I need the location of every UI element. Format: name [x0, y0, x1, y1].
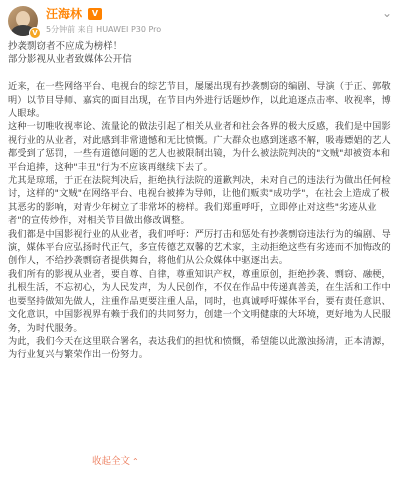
post-content	[8, 40, 394, 362]
verified-icon: V	[29, 27, 41, 39]
paragraph: 这种一切唯收视率论、流量论的做法引起了相关从业者和社会各界的极大反感，我们是中国影视行业的从业者，对此感到非常遗憾和无比愤慨。广大群众也感到迷惑不解，吸毒嫖娼的艺人都受到了惩罚，一些有道德问题的艺人也被限制出镜，为什么被法院判决的"文贼"却被资本和平台追捧，这种"丰丑"行为不应该再继续下去了。	[8, 121, 391, 173]
spacer	[8, 67, 394, 80]
member-icon[interactable]: V	[88, 8, 102, 20]
chevron-down-icon[interactable]: ⌄	[381, 6, 392, 20]
paragraph: 近来，在一些网络平台、电视台的综艺节目，屡屡出现有抄袭剽窃的编剧、导演（于正、郭敬明）以节目导师、嘉宾的面目出现，在节目内外进行话题炒作，以此追逐点击率、收视率，博人眼球。	[8, 81, 391, 120]
collapse-fulltext-link[interactable]	[92, 455, 139, 469]
post-meta: 5分钟前 来自 HUAWEI P30 Pro	[46, 25, 162, 34]
collapse-label: 收起全文	[92, 456, 131, 467]
post-header	[8, 6, 392, 38]
paragraph: 我们所有的影视从业者，要自尊、自律，尊重知识产权，尊重原创，拒绝抄袭、剽窃、融梗，扎根生活，不忘初心，为人民发声，为人民创作，不仅在作品中传递真善美，在生活和工作中也要坚持做知先做人，注重作品更要注重人品，同时，也真诚呼吁媒体平台，要有责任意识、文化意识，中国影视界有赖于我们的共同努力，创建一个文明健康的大环境，更好地为人民服务，为时代服务。	[8, 268, 391, 334]
post-title-line1: 抄袭剽窃者不应成为榜样！	[8, 41, 123, 52]
post-title-line2: 部分影视从业者致媒体公开信	[8, 54, 132, 66]
paragraph: 尤其是琼瑶，于正在法院判决后，拒绝执行法院的道歉判决，未对自己的违法行为做出任何检讨，这样的"文贼"在网络平台、电视台被捧为导师，让他们贩卖"成功学"，在社会上造成了极其恶劣的影响，对青少年树立了非常坏的榜样。我们郑重呼吁，立即停止对这些"劣迹从业者"的宣传炒作，对相关节目做出修改调整。	[8, 175, 391, 227]
paragraph: 为此，我们今天在这里联合署名，表达我们的担忧和愤慨，希望能以此激浊扬清，正本清源，为行业复兴与繁荣作出一份努力。	[8, 335, 391, 361]
chevron-up-icon: ⌃	[132, 457, 139, 466]
author-name[interactable]: 汪海林	[46, 7, 83, 21]
paragraph: 我们都是中国影视行业的从业者，我们呼吁：严厉打击和惩处有抄袭剽窃违法行为的编剧、导演，媒体平台应弘扬时代正气，多宣传德艺双馨的艺术家，主动拒绝这些有劣迹而不加悔改的创作人，不给抄袭剽窃者提供舞台，将他们从公众媒体中驱逐出去。	[8, 228, 391, 267]
